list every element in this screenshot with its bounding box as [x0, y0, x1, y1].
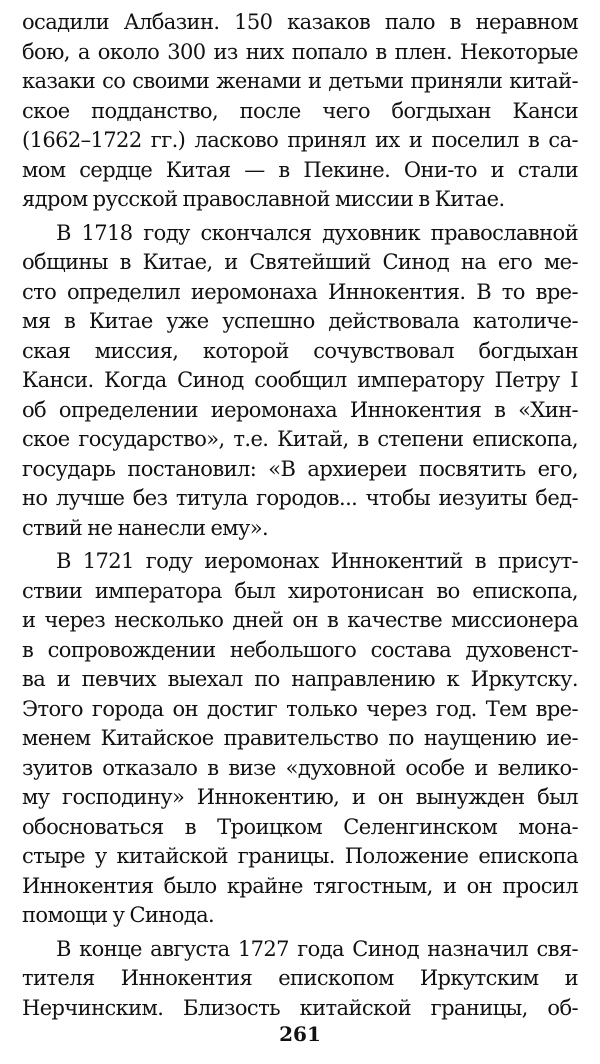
- paragraph-1: [22, 8, 578, 215]
- body-text: [22, 8, 578, 1023]
- text-line: ствий не нанесли ему».: [22, 515, 269, 540]
- text-line: тителя Иннокентия епископом Иркутским и: [22, 966, 578, 990]
- text-line: общины в Китае, и Святейший Синод на его ме-: [22, 250, 578, 274]
- text-line: обосноваться в Троицком Селенгинском мона-: [22, 814, 578, 839]
- paragraph-4: [22, 935, 578, 1024]
- text-line: (1662–1722 гг.) ласково принял их и поселил в са-: [22, 128, 578, 152]
- text-line: помощи у Синода.: [22, 903, 215, 927]
- text-line: и через несколько дней он в качестве миссионера: [22, 608, 578, 632]
- paragraph-2: [22, 219, 578, 544]
- text-line: мя в Китае уже успешно действовала католиче-: [22, 309, 578, 333]
- text-line: Нерчинским. Близость китайской границы, об-: [22, 995, 578, 1020]
- text-line: Канси. Когда Синод сообщил императору Петру I: [22, 368, 578, 392]
- text-line: бою, а около 300 из них попало в плен. Некоторые: [22, 39, 578, 64]
- text-line: государь постановил: «В архиереи посвятить его,: [22, 456, 578, 481]
- text-line: ская миссия, которой сочувствовал богдыхан: [22, 338, 578, 363]
- text-line: но лучше без титула городов... чтобы иезуиты бед-: [22, 486, 578, 510]
- text-line: стыре у китайской границы. Положение епископа: [22, 844, 578, 868]
- text-line: об определении иеромонаха Иннокентия в «Хин-: [22, 397, 578, 422]
- text-line: Иннокентия было крайне тягостным, и он просил: [22, 873, 578, 898]
- text-line: казаки со своими женами и детьми приняли китай-: [22, 69, 578, 93]
- text-line: зуитов отказало в визе «духовной особе и велико-: [22, 755, 578, 780]
- text-line: ядром русской православной миссии в Китае.: [22, 187, 505, 211]
- text-line: осадили Албазин. 150 казаков пало в неравном: [22, 10, 578, 34]
- text-line: Этого города он достиг только через год. Тем вре-: [22, 696, 578, 721]
- text-line: В конце августа 1727 года Синод назначил свя-: [56, 936, 578, 961]
- text-line: в сопровождении небольшого состава духовенст-: [22, 637, 578, 662]
- text-line: ва и певчих выехал по направлению к Иркутску.: [22, 667, 578, 691]
- text-line: ское государство», т.е. Китай, в степени епископа,: [22, 427, 578, 451]
- text-line: му господину» Иннокентию, и он вынужден был: [22, 785, 578, 809]
- page-number: 261: [279, 1022, 321, 1046]
- paragraph-3: [22, 547, 578, 931]
- text-line: В 1718 году скончался духовник православной: [56, 220, 578, 245]
- text-line: мом сердце Китая — в Пекине. Они-то и стали: [22, 157, 578, 182]
- text-line: ствии императора был хиротонисан во епископа,: [22, 578, 578, 603]
- text-line: менем Китайское правительство по наущению ие-: [22, 726, 578, 750]
- text-line: сто определил иеромонаха Иннокентия. В то вре-: [22, 279, 578, 304]
- text-line: ское подданство, после чего богдыхан Канси: [22, 98, 578, 123]
- text-line: В 1721 году иеромонах Иннокентий в присут-: [56, 549, 578, 573]
